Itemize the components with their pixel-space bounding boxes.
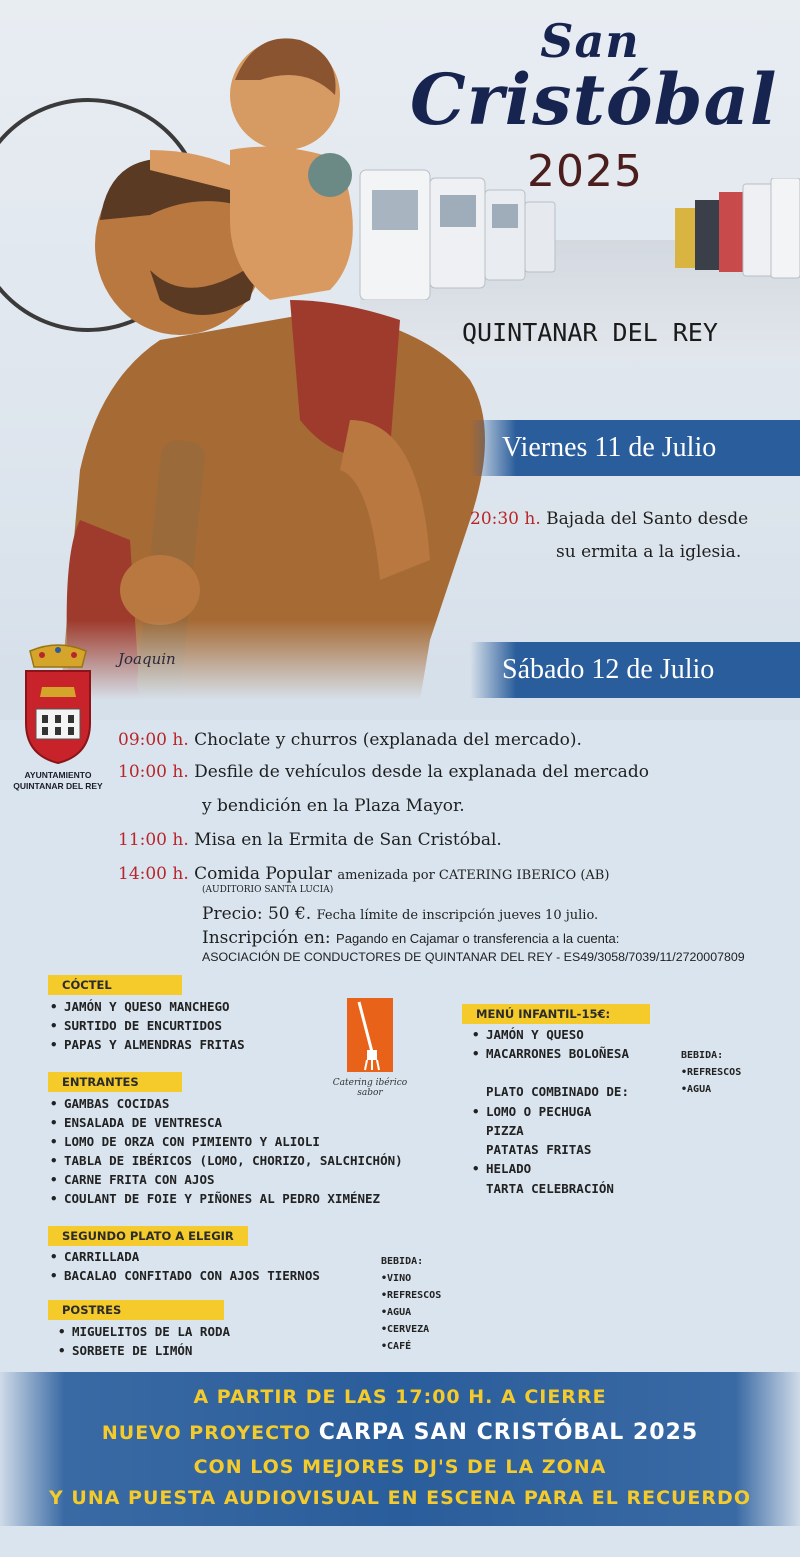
price-deadline: Fecha límite de inscripción jueves 10 julio. [316,908,599,923]
logo-caption [8,770,108,792]
logo-caption-line1: AYUNTAMIENTO [24,770,92,780]
menu-item: • TABLA DE IBÉRICOS (LOMO, CHORIZO, SALCHICHÓN) [50,1153,403,1168]
menu-item: • CARNE FRITA CON AJOS [50,1172,215,1187]
event-time: 14:00 h. [118,864,189,884]
bank-account: ASOCIACIÓN DE CONDUCTORES DE QUINTANAR DEL REY - ES49/3058/7039/11/2720007809 [202,950,745,964]
viernes-event-1 [470,509,748,529]
menu-item: • MIGUELITOS DE LA RODA [58,1324,231,1339]
menu-item: • MACARRONES BOLOÑESA [472,1046,629,1061]
event-venue-note: (AUDITORIO SANTA LUCIA) [202,885,334,895]
menu-postres-header: POSTRES [48,1300,224,1320]
bebida-item: •AGUA [681,1084,712,1095]
bebida-header: BEBIDA: [381,1256,424,1267]
menu-combinado-header: PLATO COMBINADO DE: [486,1084,629,1099]
banner-line2-a: NUEVO PROYECTO [101,1422,312,1444]
event-year: 2025 [527,146,643,197]
town-name: QUINTANAR DEL REY [462,318,718,347]
menu-infantil-header: MENÚ INFANTIL-15€: [462,1004,650,1024]
title-line1: San [540,14,640,68]
banner-line2-b: CARPA SAN CRISTÓBAL 2025 [318,1420,699,1445]
banner-line4: Y UNA PUESTA AUDIOVISUAL EN ESCENA PARA EL RECUERDO [49,1487,751,1509]
event-time: 09:00 h. [118,730,189,750]
inscripcion-text: Pagando en Cajamar o transferencia a la cuenta: [336,931,620,946]
title-line2: Cristóbal [410,58,778,141]
menu-item: PIZZA [486,1123,524,1138]
sabado-event-3 [118,830,502,850]
bottom-banner [0,1372,800,1526]
menu-item: • HELADO [472,1161,532,1176]
menu-item: • JAMÓN Y QUESO [472,1027,584,1042]
sabado-event-1 [118,730,582,750]
photographer-signature: Joaquin [118,650,176,668]
menu-item: PATATAS FRITAS [486,1142,592,1157]
logo-caption-line2: QUINTANAR DEL REY [13,781,103,791]
fork-icon [347,998,393,1072]
sabado-event-2-cont: y bendición en la Plaza Mayor. [202,796,465,816]
bebida-item: •CAFÉ [381,1341,412,1352]
event-time: 20:30 h. [470,509,541,529]
menu-item: • JAMÓN Y QUESO MANCHEGO [50,999,230,1014]
bebida-item: •REFRESCOS [381,1290,442,1301]
bebida-item: •AGUA [381,1307,412,1318]
trucks-right-illustration [675,178,800,283]
menu-coctel-header: CÓCTEL [48,975,182,995]
viernes-band [470,420,800,476]
event-title [410,14,778,141]
coat-of-arms-icon [12,643,104,771]
bebida-item: •CERVEZA [381,1324,430,1335]
viernes-event-1-cont: su ermita a la iglesia. [556,542,742,562]
menu-item: • SURTIDO DE ENCURTIDOS [50,1018,223,1033]
catering-caption: Catering ibérico sabor [332,1078,408,1098]
menu-item: • BACALAO CONFITADO CON AJOS TIERNOS [50,1268,320,1283]
event-time: 10:00 h. [118,762,189,782]
sabado-band [470,642,800,698]
menu-item: • COULANT DE FOIE Y PIÑONES AL PEDRO XIMÉNEZ [50,1191,381,1206]
event-text-small: amenizada por CATERING IBERICO (AB) [337,868,610,883]
menu-item: • CARRILLADA [50,1249,140,1264]
viernes-label: Viernes 11 de Julio [502,432,717,463]
menu-entrantes-header: ENTRANTES [48,1072,182,1092]
inscripcion-line [202,928,619,948]
menu-item: TARTA CELEBRACIÓN [486,1181,614,1196]
event-text: Misa en la Ermita de San Cristóbal. [194,830,502,850]
event-time: 11:00 h. [118,830,189,850]
event-text: Desfile de vehículos desde la explanada del mercado [194,762,649,782]
sabado-event-2 [118,762,649,782]
banner-line1: A PARTIR DE LAS 17:00 H. A CIERRE [193,1386,607,1408]
menu-segundo-header: SEGUNDO PLATO A ELEGIR [48,1226,248,1246]
sabado-label: Sábado 12 de Julio [502,654,715,685]
menu-item: • SORBETE DE LIMÓN [58,1343,193,1358]
banner-line2 [0,1420,800,1445]
event-text: Choclate y churros (explanada del mercado). [194,730,582,750]
sabado-event-4 [118,864,609,884]
menu-item: • ENSALADA DE VENTRESCA [50,1115,223,1130]
price-line [202,904,598,924]
bebida-item: •REFRESCOS [681,1067,742,1078]
banner-line3: CON LOS MEJORES DJ'S DE LA ZONA [193,1456,607,1478]
bebida-infantil-header: BEBIDA: [681,1050,724,1061]
inscripcion-label: Inscripción en: [202,928,331,948]
menu-item: • LOMO DE ORZA CON PIMIENTO Y ALIOLI [50,1134,320,1149]
event-text: Comida Popular [194,864,332,884]
catering-logo [320,998,420,1098]
event-text: Bajada del Santo desde [546,509,749,529]
menu-item: • GAMBAS COCIDAS [50,1096,170,1111]
menu-item: • LOMO O PECHUGA [472,1104,592,1119]
bottom-margin [0,1526,800,1557]
menu-item: • PAPAS Y ALMENDRAS FRITAS [50,1037,245,1052]
price-label: Precio: 50 €. [202,904,312,924]
bebida-item: •VINO [381,1273,412,1284]
